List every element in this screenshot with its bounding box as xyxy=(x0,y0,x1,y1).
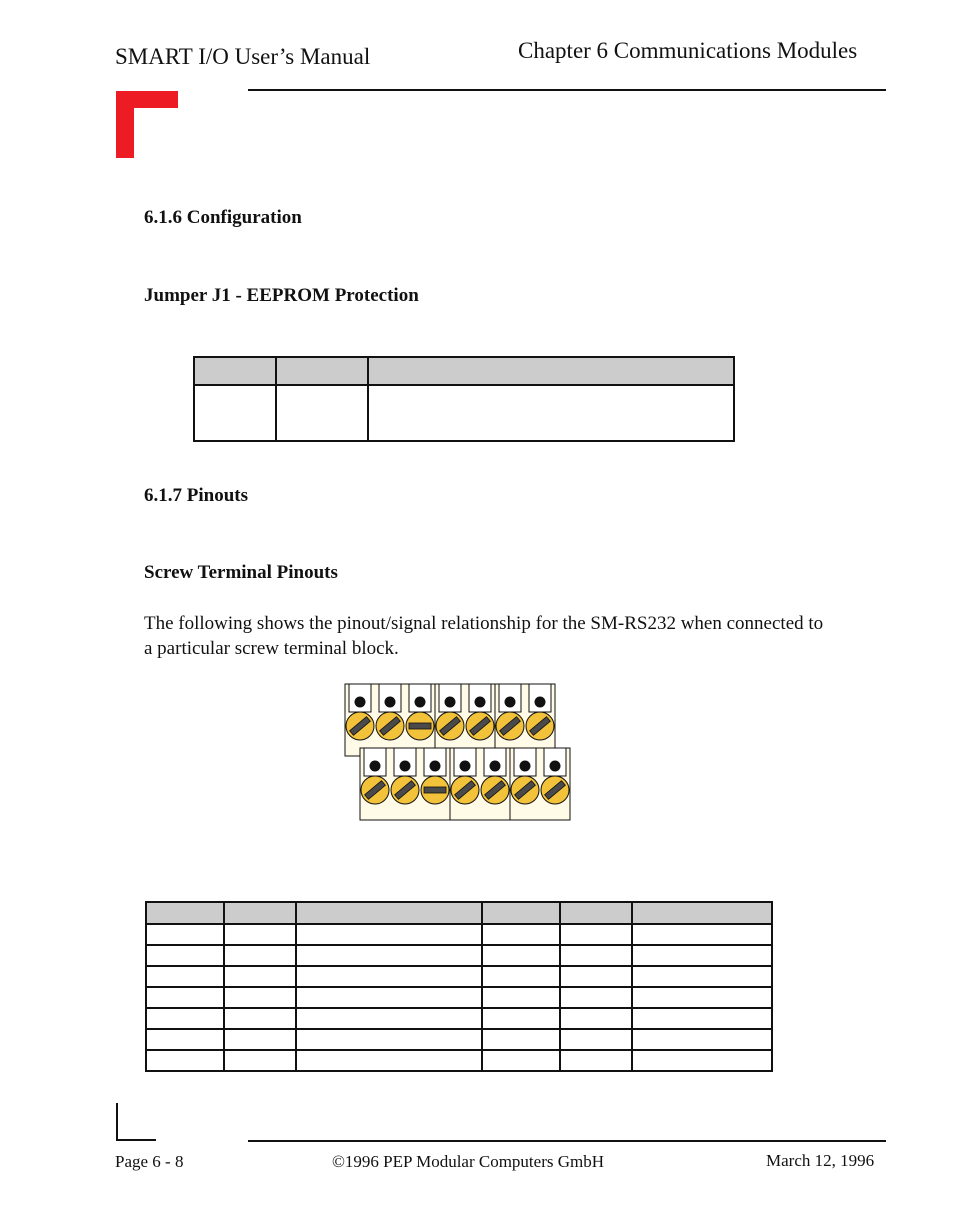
table-cell xyxy=(632,1008,772,1029)
jumper-table-row xyxy=(194,385,734,441)
wire-hole xyxy=(400,761,411,772)
table-cell xyxy=(296,1029,482,1050)
wire-hole xyxy=(490,761,501,772)
table-cell xyxy=(194,357,276,385)
table-row xyxy=(146,987,772,1008)
jumper-table-header-row xyxy=(194,357,734,385)
table-cell xyxy=(146,966,224,987)
table-cell xyxy=(632,1029,772,1050)
table-cell xyxy=(482,902,560,924)
manual-title: SMART I/O User’s Manual xyxy=(115,44,371,69)
page-number: Page 6 - 8 xyxy=(115,1152,184,1171)
subheading-screw-terminal: Screw Terminal Pinouts xyxy=(144,562,338,583)
wire-hole xyxy=(370,761,381,772)
subheading-jumper-j1: Jumper J1 - EEPROM Protection xyxy=(144,285,419,306)
wire-hole xyxy=(505,697,516,708)
table-cell xyxy=(296,945,482,966)
table-cell xyxy=(146,1029,224,1050)
table-cell xyxy=(368,357,734,385)
chapter-title: Chapter 6 Communications Modules xyxy=(518,38,858,63)
table-row xyxy=(146,1008,772,1029)
table-row xyxy=(146,1050,772,1071)
wire-hole xyxy=(430,761,441,772)
table-cell xyxy=(632,902,772,924)
table-cell xyxy=(224,987,296,1008)
table-cell xyxy=(560,987,632,1008)
table-cell xyxy=(482,1029,560,1050)
table-cell xyxy=(194,385,276,441)
footer-corner-mark xyxy=(116,1103,118,1141)
table-cell xyxy=(296,987,482,1008)
pinout-table-header-row xyxy=(146,902,772,924)
wire-hole xyxy=(475,697,486,708)
table-cell xyxy=(560,1029,632,1050)
table-cell xyxy=(146,945,224,966)
table-cell xyxy=(482,987,560,1008)
wire-hole xyxy=(550,761,561,772)
wire-hole xyxy=(535,697,546,708)
header-rule xyxy=(248,89,886,91)
table-cell xyxy=(146,987,224,1008)
pinout-table xyxy=(145,901,773,1072)
table-cell xyxy=(560,1008,632,1029)
table-cell xyxy=(296,902,482,924)
red-corner-mark-vertical xyxy=(116,91,134,158)
table-cell xyxy=(560,966,632,987)
table-cell xyxy=(276,385,368,441)
wire-hole xyxy=(445,697,456,708)
table-cell xyxy=(632,1050,772,1071)
table-cell xyxy=(296,924,482,945)
table-row xyxy=(146,966,772,987)
table-cell xyxy=(482,945,560,966)
table-cell xyxy=(296,1008,482,1029)
table-cell xyxy=(224,924,296,945)
table-row xyxy=(146,1029,772,1050)
section-heading-configuration: 6.1.6 Configuration xyxy=(144,207,302,228)
table-cell xyxy=(560,945,632,966)
wire-hole xyxy=(385,697,396,708)
table-cell xyxy=(482,966,560,987)
wire-hole xyxy=(460,761,471,772)
table-cell xyxy=(482,1050,560,1071)
document-date: March 12, 1996 xyxy=(766,1151,875,1170)
copyright: ©1996 PEP Modular Computers GmbH xyxy=(332,1152,605,1171)
wire-hole xyxy=(520,761,531,772)
screw-terminal-figure xyxy=(340,680,576,825)
jumper-table xyxy=(193,356,735,442)
table-cell xyxy=(482,924,560,945)
wire-hole xyxy=(355,697,366,708)
table-cell xyxy=(368,385,734,441)
table-cell xyxy=(224,1029,296,1050)
section-heading-pinouts: 6.1.7 Pinouts xyxy=(144,485,248,506)
table-cell xyxy=(632,945,772,966)
table-cell xyxy=(224,1008,296,1029)
table-cell xyxy=(632,966,772,987)
table-cell xyxy=(146,924,224,945)
table-cell xyxy=(560,902,632,924)
table-cell xyxy=(224,945,296,966)
table-cell xyxy=(146,902,224,924)
footer-rule xyxy=(248,1140,886,1142)
table-cell xyxy=(146,1050,224,1071)
screw-terminal-paragraph: The following shows the pinout/signal relationship for the SM-RS232 when connected to a particular screw terminal block. xyxy=(144,613,824,659)
table-row xyxy=(146,924,772,945)
table-cell xyxy=(296,1050,482,1071)
screw-slot xyxy=(409,723,431,729)
table-cell xyxy=(224,1050,296,1071)
table-cell xyxy=(224,902,296,924)
table-cell xyxy=(296,966,482,987)
table-cell xyxy=(482,1008,560,1029)
table-cell xyxy=(632,924,772,945)
footer-corner-mark-horizontal xyxy=(116,1139,156,1141)
terminal-blocks-top-row xyxy=(345,684,555,756)
terminal-blocks-bottom-row xyxy=(360,748,570,820)
table-cell xyxy=(560,924,632,945)
table-cell xyxy=(146,1008,224,1029)
table-cell xyxy=(632,987,772,1008)
table-cell xyxy=(276,357,368,385)
screw-slot xyxy=(424,787,446,793)
table-cell xyxy=(224,966,296,987)
table-cell xyxy=(560,1050,632,1071)
wire-hole xyxy=(415,697,426,708)
table-row xyxy=(146,945,772,966)
